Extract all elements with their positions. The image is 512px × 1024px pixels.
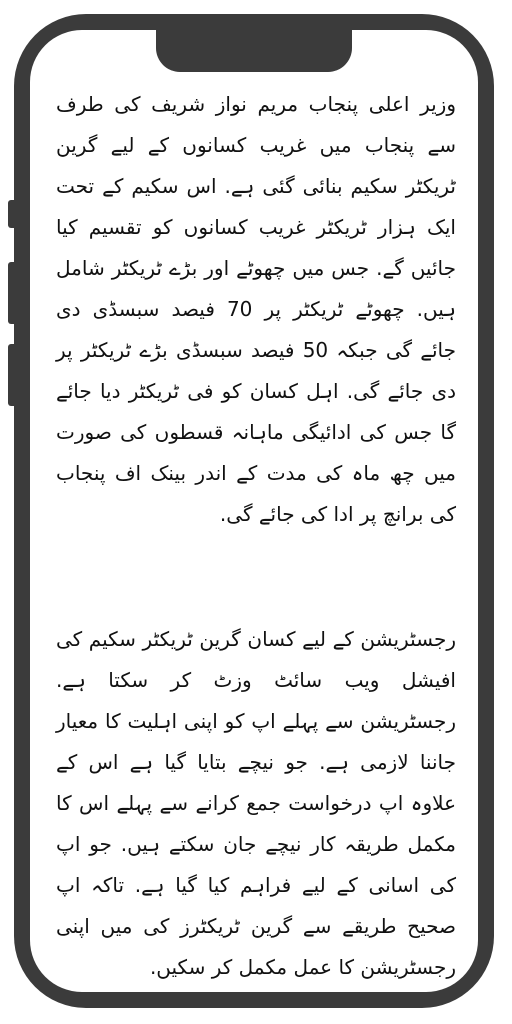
phone-side-button-silent: [8, 200, 16, 228]
phone-notch: [156, 30, 352, 72]
phone-side-button-volume-up: [8, 262, 16, 324]
article-body: [56, 84, 456, 988]
phone-side-button-volume-down: [8, 344, 16, 406]
article-paragraph-2: رجسٹریشن کے لیے کسان گرین ٹریکٹر سکیم کی افیشل ویب سائٹ وزٹ کر سکتا ہے. رجسٹریشن سے پہلے اپ کو اپنی اہلیت کا معیار جاننا لازمی ہے. جو نیچے بتایا گیا ہے اس کے علاوہ اپ درخواست جمع کرانے سے پہلے اس کا مکمل طریقہ کار نیچے جان سکتے ہیں. جو اپ کی اسانی کے لیے فراہم کیا گیا ہے. تاکہ اپ صحیح طریقے سے گرین ٹریکٹرز کی میں اپنی رجسٹریشن کا عمل مکمل کر سکیں.: [56, 627, 456, 979]
paragraph-gap: [56, 535, 456, 619]
article-paragraph-1: وزیر اعلی پنجاب مریم نواز شریف کی طرف سے پنجاب میں غریب کسانوں کے لیے گرین ٹریکٹر سکیم بنائی گئی ہے. اس سکیم کے تحت ایک ہزار ٹریکٹر غریب کسانوں کو تقسیم کیا جائیں گے. جس میں چھوٹے اور بڑے ٹریکٹر شامل ہیں. چھوٹے ٹریکٹر پر 70 فیصد سبسڈی دی جائے گی جبکہ 50 فیصد سبسڈی بڑے ٹریکٹر پر دی جائے گی. اہل کسان کو فی ٹریکٹر دیا جائے گا جس کی ادائیگی ماہانہ قسطوں کی صورت میں چھ ماہ کی مدت کے اندر بینک اف پنجاب کی برانچ پر ادا کی جائے گی.: [56, 92, 457, 526]
